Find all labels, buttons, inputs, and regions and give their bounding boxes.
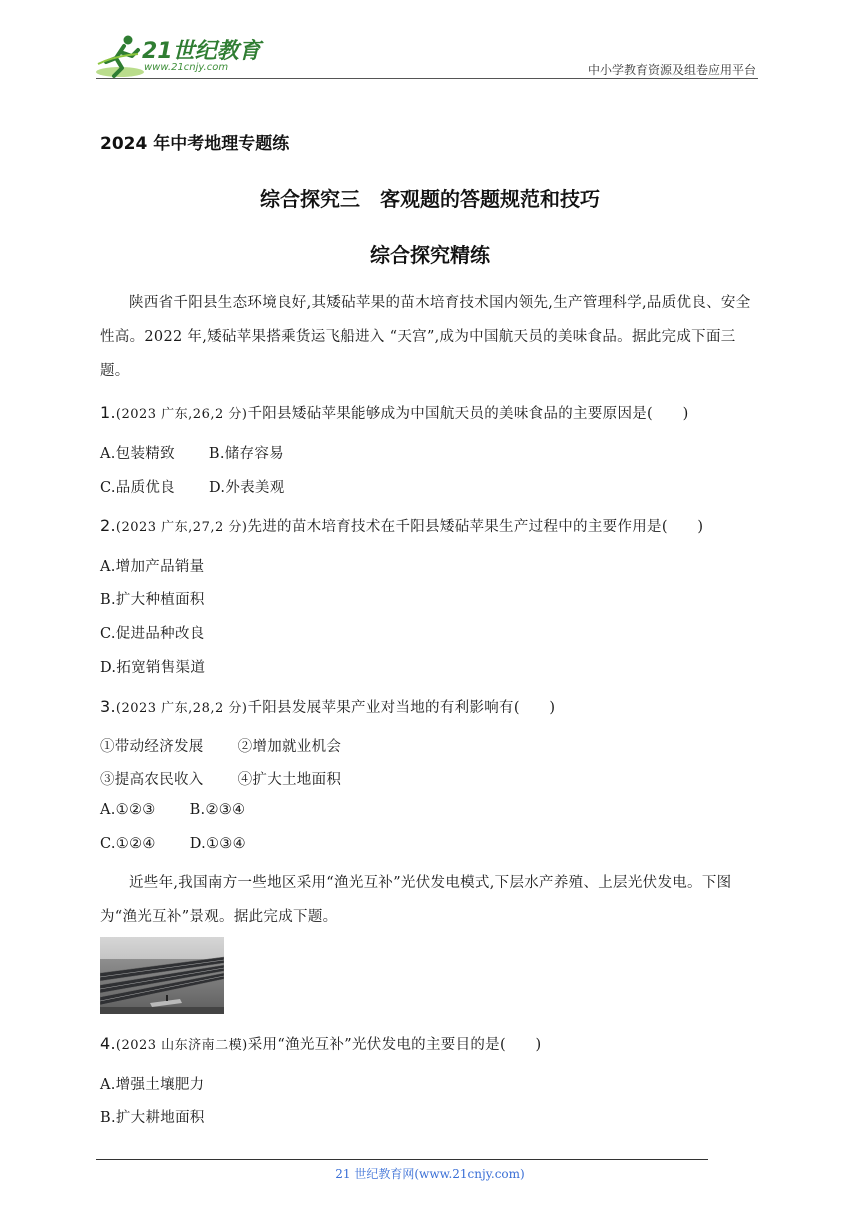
footer-divider	[96, 1159, 708, 1160]
statement-row	[100, 768, 341, 789]
passage-apple: 陕西省千阳县生态环境良好,其矮砧苹果的苗木培育技术国内领先,生产管理科学,品质优良、安全性高。2022 年,矮砧苹果搭乘货运飞船进入 “天宫”,成为中国航天员的美味食品。据此完成下面三题。	[100, 295, 751, 379]
question-number: 4.	[100, 1034, 116, 1053]
footer-text: 21 世纪教育网(www.21cnjy.com)	[335, 1167, 525, 1181]
option-c: C.①②④	[100, 836, 156, 852]
question-number: 1.	[100, 403, 116, 422]
logo-text: 21世纪教育	[142, 39, 261, 64]
platform-name: 中小学教育资源及组卷应用平台	[587, 63, 756, 77]
options-row	[100, 476, 285, 497]
question-source: (2023 广东,28,2 分)	[115, 701, 248, 716]
options-row	[100, 442, 284, 463]
question-number: 2.	[100, 516, 116, 535]
question-source: (2023 山东济南二模)	[115, 1038, 248, 1053]
question-source: (2023 广东,26,2 分)	[115, 407, 248, 422]
option-a: A.增强土壤肥力	[100, 1077, 205, 1093]
option-a: A.包装精致	[100, 446, 175, 462]
question-text: 千阳县发展苹果产业对当地的有利影响有( )	[247, 700, 556, 716]
header-divider	[96, 78, 758, 79]
option-c: C.品质优良	[100, 480, 175, 496]
option-d: D.①③④	[189, 836, 246, 852]
passage-fishery-solar: 近些年,我国南方一些地区采用“渔光互补”光伏发电模式,下层水产养殖、上层光伏发电。下图为“渔光互补”景观。据此完成下题。	[100, 875, 732, 925]
question-text: 千阳县矮砧苹果能够成为中国航天员的美味食品的主要原因是( )	[247, 406, 689, 422]
question-3	[100, 696, 555, 717]
question-source: (2023 广东,27,2 分)	[115, 520, 248, 535]
page-subtitle: 综合探究精练	[370, 243, 490, 267]
page-title: 综合探究三 客观题的答题规范和技巧	[260, 187, 600, 211]
question-number: 3.	[100, 697, 116, 716]
question-1	[100, 402, 689, 423]
statement-3: ③提高农民收入	[100, 772, 204, 788]
options-row	[100, 836, 246, 852]
series-title: 2024 年中考地理专题练	[100, 134, 290, 154]
statement-4: ④扩大土地面积	[237, 772, 342, 788]
question-2	[100, 515, 703, 536]
option-a: A.①②③	[100, 802, 156, 818]
option-b: B.扩大种植面积	[100, 592, 205, 608]
question-text: 采用“渔光互补”光伏发电的主要目的是( )	[247, 1037, 542, 1053]
question-4	[100, 1033, 542, 1054]
option-b: B.②③④	[189, 802, 246, 818]
statement-2: ②增加就业机会	[237, 739, 342, 755]
option-c: C.促进品种改良	[100, 626, 205, 642]
option-d: D.拓宽销售渠道	[100, 660, 206, 676]
option-b: B.储存容易	[208, 446, 284, 462]
option-a: A.增加产品销量	[100, 559, 205, 575]
options-row	[100, 802, 245, 818]
statement-row	[100, 735, 341, 756]
option-d: D.外表美观	[209, 480, 285, 496]
solar-fishery-photo	[100, 937, 224, 1014]
page-header	[0, 0, 860, 90]
statement-1: ①带动经济发展	[100, 739, 204, 755]
question-text: 先进的苗木培育技术在千阳县矮砧苹果生产过程中的主要作用是( )	[247, 519, 704, 535]
option-b: B.扩大耕地面积	[100, 1110, 205, 1126]
logo-url: www.21cnjy.com	[144, 62, 229, 73]
